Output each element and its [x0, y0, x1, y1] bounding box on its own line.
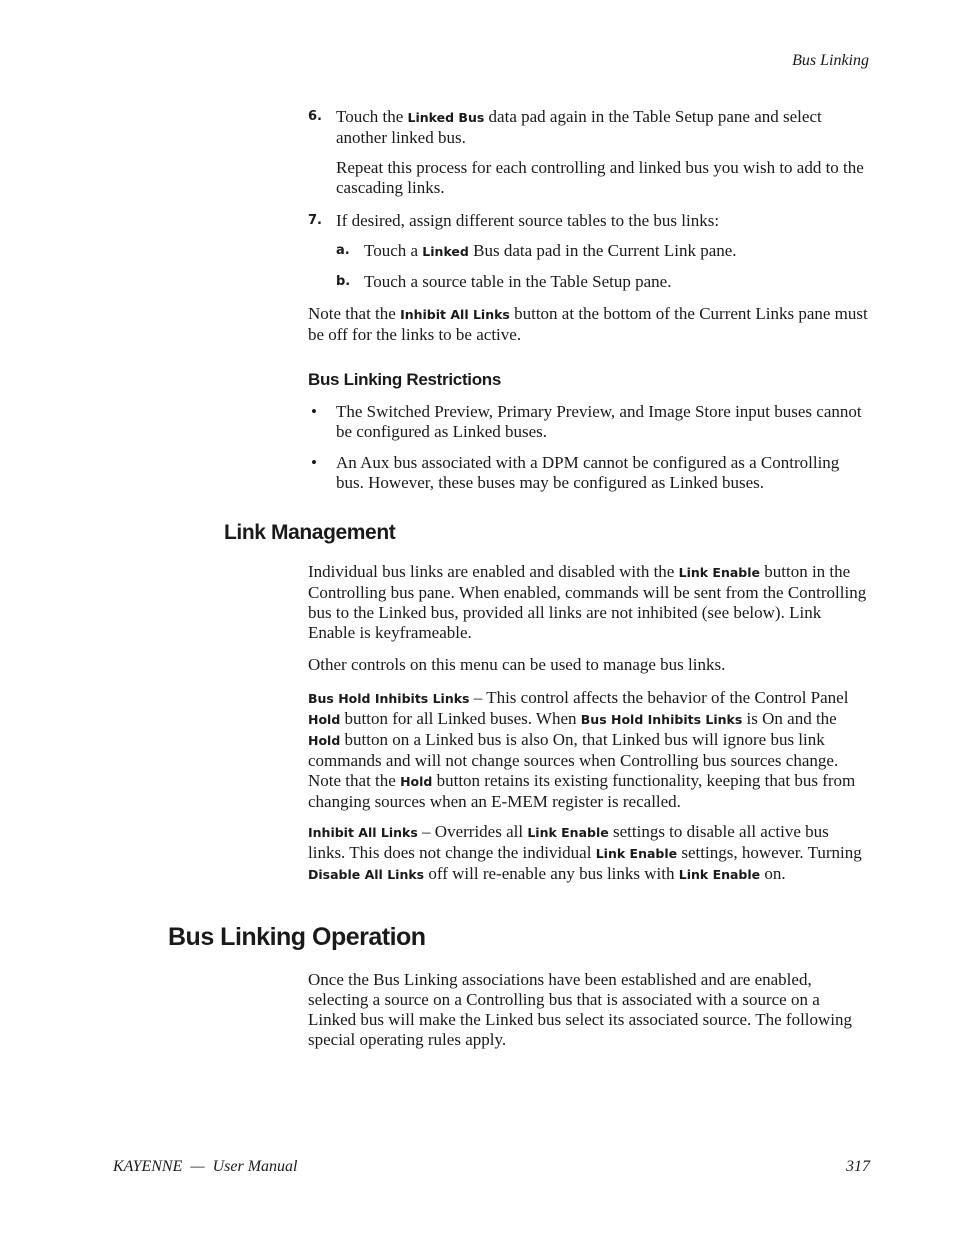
restriction-item: The Switched Preview, Primary Preview, and Image Store input buses cannot be configured as Linked buses.	[336, 402, 862, 441]
step-7b-text: Touch a source table in the Table Setup pane.	[364, 272, 672, 291]
note-paragraph: Note that the Inhibit All Links button at the bottom of the Current Links pane must be off for the links to be active.	[308, 304, 868, 344]
step-7a-number: a.	[336, 243, 350, 258]
bullet-marker: •	[311, 402, 317, 421]
step-6-text: Touch the Linked Bus data pad again in the Table Setup pane and select another linked bus.	[336, 107, 822, 147]
footer-page-number: 317	[846, 1158, 870, 1175]
step-7-text: If desired, assign different source tables to the bus links:	[336, 211, 720, 230]
ui-label-hold: Hold	[308, 733, 341, 748]
inhibit-all-links-paragraph: Inhibit All Links – Overrides all Link Enable settings to disable all active bus links. This does not change the individual Link Enable settings, however. Turning Disable All Links off will re-enable any bus links with Link Enable on.	[308, 822, 862, 883]
ui-label-inhibit-all-links: Inhibit All Links	[308, 825, 418, 840]
bullet-marker: •	[311, 453, 317, 472]
step-6-number: 6.	[308, 109, 322, 124]
ui-label-inhibit-all-links: Inhibit All Links	[400, 307, 510, 322]
ui-label-hold: Hold	[308, 712, 341, 727]
operation-paragraph: Once the Bus Linking associations have been established and are enabled, selecting a source on a Controlling bus that is associated with a source on a Linked bus will make the Linked bus select its associated source. The following special operating rules apply.	[308, 970, 853, 1049]
ui-label-link-enable: Link Enable	[595, 846, 678, 861]
footer-manual-title: KAYENNE — User Manual	[113, 1158, 298, 1175]
ui-label-hold: Hold	[400, 774, 433, 789]
step-7b-number: b.	[336, 274, 351, 289]
ui-label-linked: Linked	[422, 244, 469, 259]
step-7-number: 7.	[308, 213, 322, 228]
ui-label-bus-hold-inhibits-links: Bus Hold Inhibits Links	[580, 712, 743, 727]
running-header: Bus Linking	[792, 52, 869, 69]
link-management-paragraph-2: Other controls on this menu can be used to manage bus links.	[308, 655, 726, 674]
link-management-paragraph-1: Individual bus links are enabled and disabled with the Link Enable button in the Controlling bus pane. When enabled, commands will be sent from the Controlling bus to the Linked bus, provided all links are not inhibited (see below). Link Enable is keyframeable.	[308, 562, 867, 642]
ui-label-link-enable: Link Enable	[678, 565, 761, 580]
ui-label-bus-hold-inhibits-links: Bus Hold Inhibits Links	[308, 691, 470, 706]
link-management-heading: Link Management	[224, 521, 396, 544]
ui-label-link-enable: Link Enable	[678, 867, 761, 882]
ui-label-link-enable: Link Enable	[527, 825, 609, 840]
step-7a-text: Touch a Linked Bus data pad in the Current Link pane.	[364, 241, 737, 260]
restriction-item: An Aux bus associated with a DPM cannot be configured as a Controlling bus. However, these buses may be configured as Linked buses.	[336, 453, 840, 492]
ui-label-disable-all-links: Disable All Links	[308, 867, 425, 882]
step-6-repeat-text: Repeat this process for each controlling and linked bus you wish to add to the cascading links.	[336, 158, 864, 197]
restrictions-heading: Bus Linking Restrictions	[308, 370, 502, 389]
bus-linking-operation-heading: Bus Linking Operation	[168, 923, 426, 951]
bus-hold-inhibits-links-paragraph: Bus Hold Inhibits Links – This control affects the behavior of the Control Panel Hold button for all Linked buses. When Bus Hold Inhibits Links is On and the Hold button on a Linked bus is also On, that Linked bus will ignore bus link commands and will not change sources when Controlling bus sources change. Note that the Hold button retains its existing functionality, keeping that bus from changing sources when an E-MEM register is recalled.	[308, 688, 856, 811]
ui-label-linked-bus: Linked Bus	[407, 110, 485, 125]
